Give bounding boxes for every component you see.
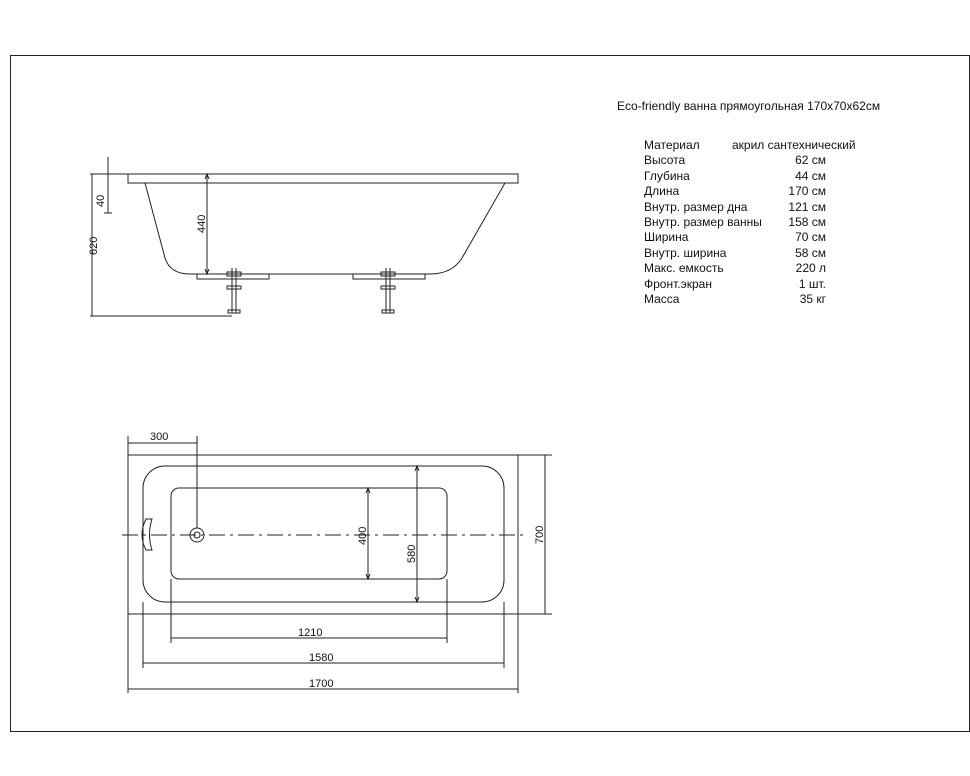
dim-bottom-length: 1210: [298, 627, 323, 639]
spec-value: 44 см: [795, 168, 826, 183]
spec-value: 35 кг: [799, 291, 826, 306]
spec-label: Масса: [644, 291, 680, 306]
dim-inner-length: 1580: [309, 652, 334, 664]
dim-inner-width: 400: [357, 526, 369, 545]
leg-left: [227, 268, 241, 313]
spec-value: 121 см: [788, 199, 826, 214]
spec-value: 1 шт.: [798, 276, 826, 291]
dim-rim-height: 40: [95, 194, 107, 207]
spec-label: Ширина: [644, 230, 689, 245]
spec-label: Длина: [644, 184, 680, 199]
spec-label: Материал: [644, 138, 700, 152]
top-view: [122, 436, 552, 693]
spec-value: 70 см: [795, 230, 826, 245]
spec-value: 220 л: [795, 261, 826, 276]
spec-value: 62 см: [795, 153, 826, 168]
spec-value: 58 см: [795, 245, 826, 260]
spec-value: 170 см: [788, 184, 826, 199]
spec-value: акрил сантехнический: [732, 138, 856, 152]
spec-label: Высота: [644, 153, 686, 168]
dim-drain-offset: 300: [150, 431, 169, 443]
side-view: [90, 157, 518, 316]
spec-label: Внутр. размер ванны: [644, 214, 762, 229]
side-rim: [128, 174, 518, 183]
spec-value: 158 см: [788, 214, 826, 229]
spec-label: Глубина: [644, 168, 690, 183]
spec-label: Фронт.экран: [644, 276, 712, 291]
top-dimension-lines: [128, 436, 552, 693]
product-title: Eco-friendly ванна прямоугольная 170x70x62см: [617, 99, 881, 113]
leg-right: [381, 268, 395, 313]
dim-total-length: 1700: [309, 678, 334, 690]
dim-depth: 440: [196, 214, 208, 233]
dim-inner-tub-width: 580: [406, 544, 418, 563]
spec-label: Внутр. ширина: [644, 245, 727, 260]
spec-label: Макс. емкость: [644, 261, 724, 276]
spec-label: Внутр. размер дна: [644, 199, 748, 214]
dim-outer-width: 700: [534, 525, 546, 544]
side-dimension-lines: [90, 157, 232, 316]
dimension-labels: [88, 195, 546, 690]
dim-total-height: 620: [88, 236, 100, 255]
top-bottom-area: [171, 488, 447, 579]
